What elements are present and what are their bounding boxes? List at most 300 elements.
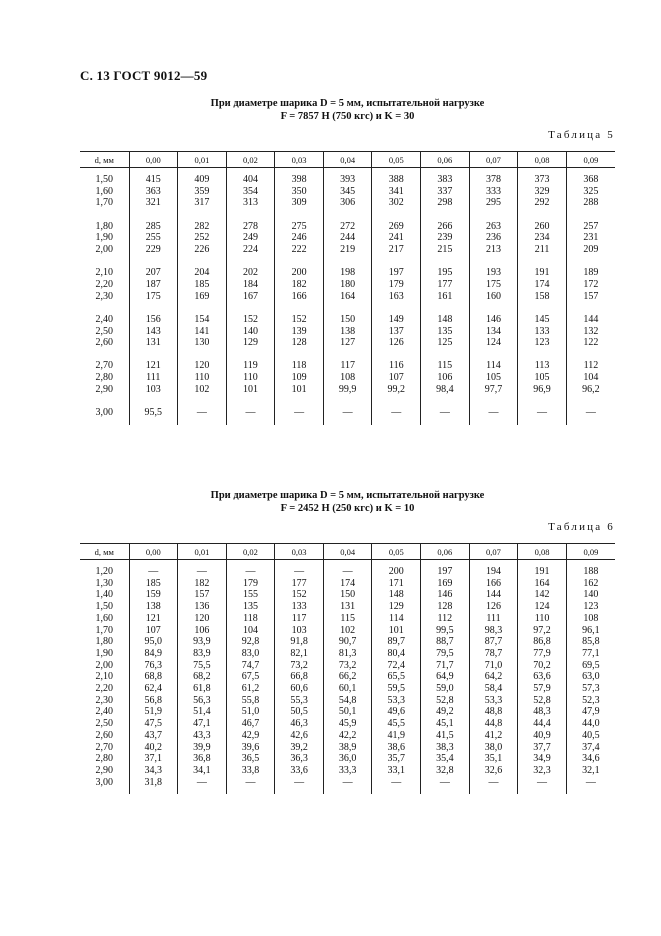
hardness-value-cell: 133: [275, 601, 324, 613]
hardness-value-cell: 42,6: [275, 730, 324, 742]
hardness-value-cell: 104: [566, 372, 615, 384]
hardness-value-cell: 169: [178, 291, 227, 303]
hardness-value-cell: 229: [129, 244, 178, 256]
column-header-0-02: 0,02: [226, 152, 275, 168]
hardness-value-cell: 174: [323, 578, 372, 590]
hardness-value-cell: 36,8: [178, 753, 227, 765]
hardness-value-cell: 47,9: [566, 706, 615, 718]
hardness-value-cell: 57,3: [566, 683, 615, 695]
table-row: [80, 753, 615, 765]
spacer-cell: [421, 419, 470, 425]
table6-caption-line2: F = 2452 Н (250 кгс) и K = 10: [280, 503, 415, 514]
hardness-value-cell: 118: [226, 613, 275, 625]
hardness-value-cell: 48,3: [518, 706, 567, 718]
hardness-value-cell: 42,9: [226, 730, 275, 742]
spacer-cell: [372, 209, 421, 221]
row-diameter-cell: 1,80: [95, 636, 113, 648]
spacer-cell: [323, 302, 372, 314]
hardness-value-cell: —: [469, 407, 518, 419]
row-diameter-cell: 2,20: [95, 683, 113, 695]
hardness-value-cell: 288: [566, 197, 615, 209]
hardness-value-cell: 37,7: [518, 742, 567, 754]
spacer-cell: [275, 396, 324, 408]
hardness-value-cell: 83,9: [178, 648, 227, 660]
hardness-value-cell: 99,2: [372, 384, 421, 396]
hardness-value-cell: 54,8: [323, 695, 372, 707]
row-diameter-cell: 1,40: [95, 589, 113, 601]
spacer-cell: [566, 419, 615, 425]
hardness-value-cell: 78,7: [469, 648, 518, 660]
row-diameter-cell: 1,80: [95, 220, 113, 232]
hardness-value-cell: 325: [566, 186, 615, 198]
hardness-value-cell: —: [323, 777, 372, 789]
hardness-value-cell: 180: [323, 279, 372, 291]
spacer-cell: [129, 419, 178, 425]
row-diameter-cell: 2,60: [95, 337, 113, 349]
table-row: [80, 291, 615, 303]
hardness-value-cell: 373: [518, 174, 567, 186]
hardness-value-cell: 32,6: [469, 765, 518, 777]
hardness-value-cell: 292: [518, 197, 567, 209]
table-row: [80, 566, 615, 578]
hardness-value-cell: 71,0: [469, 660, 518, 672]
hardness-value-cell: —: [275, 407, 324, 419]
hardness-value-cell: 62,4: [129, 683, 178, 695]
hardness-value-cell: 160: [469, 291, 518, 303]
row-diameter-cell: 1,50: [95, 174, 113, 185]
hardness-value-cell: 179: [226, 578, 275, 590]
spacer-cell: [226, 209, 275, 221]
hardness-value-cell: 87,7: [469, 636, 518, 648]
hardness-value-cell: 102: [323, 625, 372, 637]
column-header-0-06: 0,06: [421, 544, 470, 560]
spacer-cell: [178, 396, 227, 408]
hardness-value-cell: 50,1: [323, 706, 372, 718]
hardness-value-cell: 50,5: [275, 706, 324, 718]
hardness-value-cell: 184: [226, 279, 275, 291]
hardness-value-cell: 101: [275, 384, 324, 396]
row-diameter-cell: 2,40: [95, 313, 113, 325]
table-row: [80, 221, 615, 233]
hardness-value-cell: 252: [178, 232, 227, 244]
spacer-cell: [129, 349, 178, 361]
hardness-value-cell: 207: [129, 267, 178, 279]
hardness-value-cell: 138: [323, 326, 372, 338]
hardness-value-cell: 257: [566, 221, 615, 233]
row-diameter-cell: 2,30: [95, 694, 113, 706]
hardness-value-cell: 159: [129, 589, 178, 601]
hardness-value-cell: 260: [518, 221, 567, 233]
hardness-value-cell: 128: [421, 601, 470, 613]
hardness-value-cell: 89,7: [372, 636, 421, 648]
hardness-value-cell: 112: [566, 360, 615, 372]
table-row: [80, 742, 615, 754]
hardness-value-cell: 75,5: [178, 660, 227, 672]
hardness-value-cell: 42,2: [323, 730, 372, 742]
hardness-value-cell: 51,4: [178, 706, 227, 718]
hardness-value-cell: 126: [469, 601, 518, 613]
column-header-0-09: 0,09: [566, 152, 615, 168]
hardness-value-cell: 59,0: [421, 683, 470, 695]
table-row: [80, 174, 615, 186]
hardness-value-cell: 135: [226, 601, 275, 613]
hardness-value-cell: 39,2: [275, 742, 324, 754]
spacer-cell: [421, 256, 470, 268]
spacer-cell: [129, 209, 178, 221]
spacer-cell: [421, 396, 470, 408]
hardness-value-cell: 295: [469, 197, 518, 209]
row-diameter-cell: 2,00: [95, 659, 113, 671]
hardness-value-cell: 107: [372, 372, 421, 384]
row-diameter-cell: 2,30: [95, 290, 113, 302]
column-header-0-01: 0,01: [178, 544, 227, 560]
spacer-cell: [518, 349, 567, 361]
hardness-value-cell: 38,6: [372, 742, 421, 754]
hardness-value-cell: 163: [372, 291, 421, 303]
hardness-value-cell: 38,3: [421, 742, 470, 754]
hardness-value-cell: 278: [226, 221, 275, 233]
hardness-value-cell: 148: [372, 589, 421, 601]
hardness-value-cell: 65,5: [372, 671, 421, 683]
hardness-value-cell: 60,6: [275, 683, 324, 695]
row-diameter-cell: 3,00: [95, 407, 113, 419]
hardness-value-cell: 47,1: [178, 718, 227, 730]
table-row: [80, 360, 615, 372]
hardness-value-cell: 166: [275, 291, 324, 303]
hardness-value-cell: 275: [275, 221, 324, 233]
hardness-value-cell: 105: [518, 372, 567, 384]
hardness-value-cell: 345: [323, 186, 372, 198]
column-header-0-00: 0,00: [129, 544, 178, 560]
hardness-value-cell: 60,1: [323, 683, 372, 695]
table-row: [80, 777, 615, 789]
hardness-value-cell: 167: [226, 291, 275, 303]
hardness-value-cell: 119: [226, 360, 275, 372]
hardness-value-cell: 49,2: [421, 706, 470, 718]
table-row: [80, 636, 615, 648]
table-row: [80, 683, 615, 695]
table5: [80, 151, 615, 425]
hardness-value-cell: 33,6: [275, 765, 324, 777]
table5-caption-line1: При диаметре шарика D = 5 мм, испытательной нагрузке: [210, 98, 485, 109]
table-row: [80, 695, 615, 707]
hardness-value-cell: 359: [178, 186, 227, 198]
spacer-cell: [178, 256, 227, 268]
hardness-value-cell: 34,9: [518, 753, 567, 765]
spacer-cell: [566, 396, 615, 408]
hardness-value-cell: 32,3: [518, 765, 567, 777]
hardness-value-cell: 141: [178, 326, 227, 338]
hardness-value-cell: 103: [275, 625, 324, 637]
hardness-value-cell: 197: [372, 267, 421, 279]
table-row: [80, 718, 615, 730]
hardness-value-cell: 145: [518, 314, 567, 326]
row-diameter-cell: 1,60: [95, 185, 113, 197]
hardness-value-cell: 32,1: [566, 765, 615, 777]
hardness-value-cell: 97,7: [469, 384, 518, 396]
spacer-cell: [129, 302, 178, 314]
hardness-value-cell: 117: [275, 613, 324, 625]
spacer-cell: [275, 788, 324, 794]
hardness-value-cell: 187: [129, 279, 178, 291]
hardness-value-cell: 138: [129, 601, 178, 613]
hardness-value-cell: 74,7: [226, 660, 275, 672]
hardness-value-cell: 92,8: [226, 636, 275, 648]
hardness-value-cell: —: [372, 407, 421, 419]
hardness-value-cell: 67,5: [226, 671, 275, 683]
hardness-value-cell: 142: [518, 589, 567, 601]
hardness-value-cell: 213: [469, 244, 518, 256]
hardness-value-cell: 95,0: [129, 636, 178, 648]
hardness-value-cell: 72,4: [372, 660, 421, 672]
hardness-value-cell: 69,5: [566, 660, 615, 672]
hardness-value-cell: 88,7: [421, 636, 470, 648]
hardness-value-cell: —: [226, 407, 275, 419]
hardness-value-cell: 185: [178, 279, 227, 291]
spacer-cell: [372, 256, 421, 268]
spacer-cell: [469, 209, 518, 221]
hardness-value-cell: 32,8: [421, 765, 470, 777]
spacer-cell: [566, 349, 615, 361]
hardness-value-cell: 409: [178, 174, 227, 186]
row-diameter-cell: 1,70: [95, 197, 113, 209]
hardness-value-cell: 61,8: [178, 683, 227, 695]
spacer-cell: [129, 256, 178, 268]
hardness-value-cell: 137: [372, 326, 421, 338]
hardness-value-cell: —: [421, 777, 470, 789]
hardness-value-cell: 104: [226, 625, 275, 637]
hardness-value-cell: 99,5: [421, 625, 470, 637]
hardness-value-cell: 182: [178, 578, 227, 590]
row-diameter-cell: 2,50: [95, 325, 113, 337]
table-row: [80, 407, 615, 419]
spacer-cell: [566, 256, 615, 268]
hardness-value-cell: 38,0: [469, 742, 518, 754]
hardness-value-cell: 378: [469, 174, 518, 186]
hardness-value-cell: 162: [566, 578, 615, 590]
hardness-value-cell: 33,1: [372, 765, 421, 777]
hardness-value-cell: 57,9: [518, 683, 567, 695]
row-diameter-cell: 2,80: [95, 753, 113, 765]
hardness-value-cell: 114: [469, 360, 518, 372]
hardness-value-cell: —: [566, 777, 615, 789]
spacer-cell: [372, 419, 421, 425]
spacer-cell: [226, 256, 275, 268]
hardness-value-cell: 164: [323, 291, 372, 303]
hardness-value-cell: 106: [178, 625, 227, 637]
hardness-value-cell: 93,9: [178, 636, 227, 648]
hardness-value-cell: 231: [566, 232, 615, 244]
spacer-cell: [323, 419, 372, 425]
hardness-value-cell: 226: [178, 244, 227, 256]
table6-body: [80, 560, 615, 795]
hardness-value-cell: 111: [129, 372, 178, 384]
hardness-value-cell: 255: [129, 232, 178, 244]
hardness-value-cell: —: [226, 777, 275, 789]
spacer-cell: [323, 256, 372, 268]
hardness-value-cell: 63,0: [566, 671, 615, 683]
hardness-value-cell: 161: [421, 291, 470, 303]
hardness-value-cell: 45,9: [323, 718, 372, 730]
hardness-value-cell: 97,2: [518, 625, 567, 637]
spacer-cell: [566, 302, 615, 314]
hardness-value-cell: 143: [129, 326, 178, 338]
hardness-value-cell: 51,9: [129, 706, 178, 718]
row-diameter-cell: 2,60: [95, 729, 113, 741]
row-diameter-cell: 2,10: [95, 267, 113, 279]
hardness-value-cell: 116: [372, 360, 421, 372]
hardness-value-cell: 166: [469, 578, 518, 590]
hardness-value-cell: 133: [518, 326, 567, 338]
row-diameter-cell: 2,40: [95, 706, 113, 718]
column-header-0-04: 0,04: [323, 152, 372, 168]
hardness-value-cell: 117: [323, 360, 372, 372]
spacer-cell: [469, 349, 518, 361]
hardness-value-cell: 155: [226, 589, 275, 601]
hardness-value-cell: 136: [178, 601, 227, 613]
hardness-value-cell: 140: [226, 326, 275, 338]
column-header-0-08: 0,08: [518, 544, 567, 560]
hardness-value-cell: 194: [469, 566, 518, 578]
column-header-0-03: 0,03: [275, 152, 324, 168]
spacer-cell: [421, 302, 470, 314]
hardness-value-cell: 321: [129, 197, 178, 209]
hardness-value-cell: 34,6: [566, 753, 615, 765]
hardness-value-cell: 111: [469, 613, 518, 625]
hardness-value-cell: 152: [226, 314, 275, 326]
row-diameter-cell: 1,60: [95, 612, 113, 624]
hardness-value-cell: 191: [518, 566, 567, 578]
spacer-cell: [518, 256, 567, 268]
hardness-value-cell: 55,8: [226, 695, 275, 707]
column-header-diameter: d, мм: [80, 544, 129, 560]
spacer-cell: [421, 349, 470, 361]
hardness-value-cell: 123: [566, 601, 615, 613]
spacer-cell: [178, 788, 227, 794]
hardness-value-cell: 45,1: [421, 718, 470, 730]
hardness-value-cell: 109: [275, 372, 324, 384]
hardness-value-cell: 110: [178, 372, 227, 384]
hardness-value-cell: 121: [129, 613, 178, 625]
spacer-cell: [226, 396, 275, 408]
spacer-cell: [323, 349, 372, 361]
hardness-value-cell: 53,3: [469, 695, 518, 707]
hardness-value-cell: 123: [518, 337, 567, 349]
column-header-0-00: 0,00: [129, 152, 178, 168]
hardness-value-cell: 70,2: [518, 660, 567, 672]
hardness-value-cell: 239: [421, 232, 470, 244]
hardness-value-cell: 234: [518, 232, 567, 244]
hardness-value-cell: 37,1: [129, 753, 178, 765]
hardness-value-cell: 52,8: [421, 695, 470, 707]
spacer-cell: [129, 788, 178, 794]
hardness-value-cell: 202: [226, 267, 275, 279]
spacer-cell: [178, 349, 227, 361]
hardness-value-cell: —: [226, 566, 275, 578]
hardness-value-cell: 34,3: [129, 765, 178, 777]
hardness-value-cell: 41,9: [372, 730, 421, 742]
hardness-value-cell: 185: [129, 578, 178, 590]
hardness-value-cell: 179: [372, 279, 421, 291]
hardness-value-cell: 44,8: [469, 718, 518, 730]
hardness-value-cell: 115: [323, 613, 372, 625]
row-diameter-cell: 1,90: [95, 647, 113, 659]
hardness-value-cell: 146: [421, 589, 470, 601]
table-row: [80, 625, 615, 637]
hardness-value-cell: 204: [178, 267, 227, 279]
hardness-value-cell: 129: [226, 337, 275, 349]
hardness-value-cell: 36,5: [226, 753, 275, 765]
hardness-value-cell: 164: [518, 578, 567, 590]
table-row: [80, 613, 615, 625]
hardness-value-cell: 66,8: [275, 671, 324, 683]
hardness-value-cell: 80,4: [372, 648, 421, 660]
hardness-value-cell: 182: [275, 279, 324, 291]
hardness-value-cell: 317: [178, 197, 227, 209]
hardness-value-cell: 101: [372, 625, 421, 637]
hardness-value-cell: 127: [323, 337, 372, 349]
hardness-value-cell: 46,3: [275, 718, 324, 730]
hardness-value-cell: 118: [275, 360, 324, 372]
hardness-value-cell: 140: [566, 589, 615, 601]
spacer-cell: [421, 209, 470, 221]
hardness-value-cell: 363: [129, 186, 178, 198]
hardness-value-cell: 38,9: [323, 742, 372, 754]
hardness-value-cell: —: [566, 407, 615, 419]
table5-label: Таблица 5: [548, 129, 615, 141]
column-header-0-02: 0,02: [226, 544, 275, 560]
hardness-value-cell: 122: [566, 337, 615, 349]
spacer-cell: [80, 302, 129, 314]
hardness-value-cell: 114: [372, 613, 421, 625]
row-diameter-cell: 1,30: [95, 577, 113, 589]
spacer-cell: [275, 209, 324, 221]
hardness-value-cell: 44,4: [518, 718, 567, 730]
column-header-0-01: 0,01: [178, 152, 227, 168]
spacer-cell: [323, 788, 372, 794]
spacer-cell: [421, 788, 470, 794]
hardness-value-cell: —: [518, 407, 567, 419]
spacer-cell: [275, 302, 324, 314]
hardness-value-cell: 73,2: [323, 660, 372, 672]
row-diameter-cell: 2,90: [95, 383, 113, 395]
hardness-value-cell: 329: [518, 186, 567, 198]
hardness-value-cell: 37,4: [566, 742, 615, 754]
hardness-value-cell: 33,8: [226, 765, 275, 777]
column-header-diameter: d, мм: [80, 152, 129, 168]
hardness-value-cell: 68,2: [178, 671, 227, 683]
hardness-value-cell: 33,3: [323, 765, 372, 777]
hardness-value-cell: 175: [469, 279, 518, 291]
row-diameter-cell: 2,00: [95, 244, 113, 256]
hardness-value-cell: 46,7: [226, 718, 275, 730]
table-row: [80, 372, 615, 384]
hardness-value-cell: —: [178, 566, 227, 578]
table-row: [80, 578, 615, 590]
hardness-value-cell: 174: [518, 279, 567, 291]
hardness-value-cell: 152: [275, 314, 324, 326]
hardness-value-cell: 266: [421, 221, 470, 233]
hardness-value-cell: 191: [518, 267, 567, 279]
hardness-value-cell: 86,8: [518, 636, 567, 648]
spacer-cell: [372, 788, 421, 794]
row-diameter-cell: 2,90: [95, 764, 113, 776]
hardness-value-cell: 128: [275, 337, 324, 349]
table-row: [80, 244, 615, 256]
hardness-value-cell: 404: [226, 174, 275, 186]
table5-header-row: [80, 152, 615, 168]
hardness-value-cell: —: [129, 566, 178, 578]
